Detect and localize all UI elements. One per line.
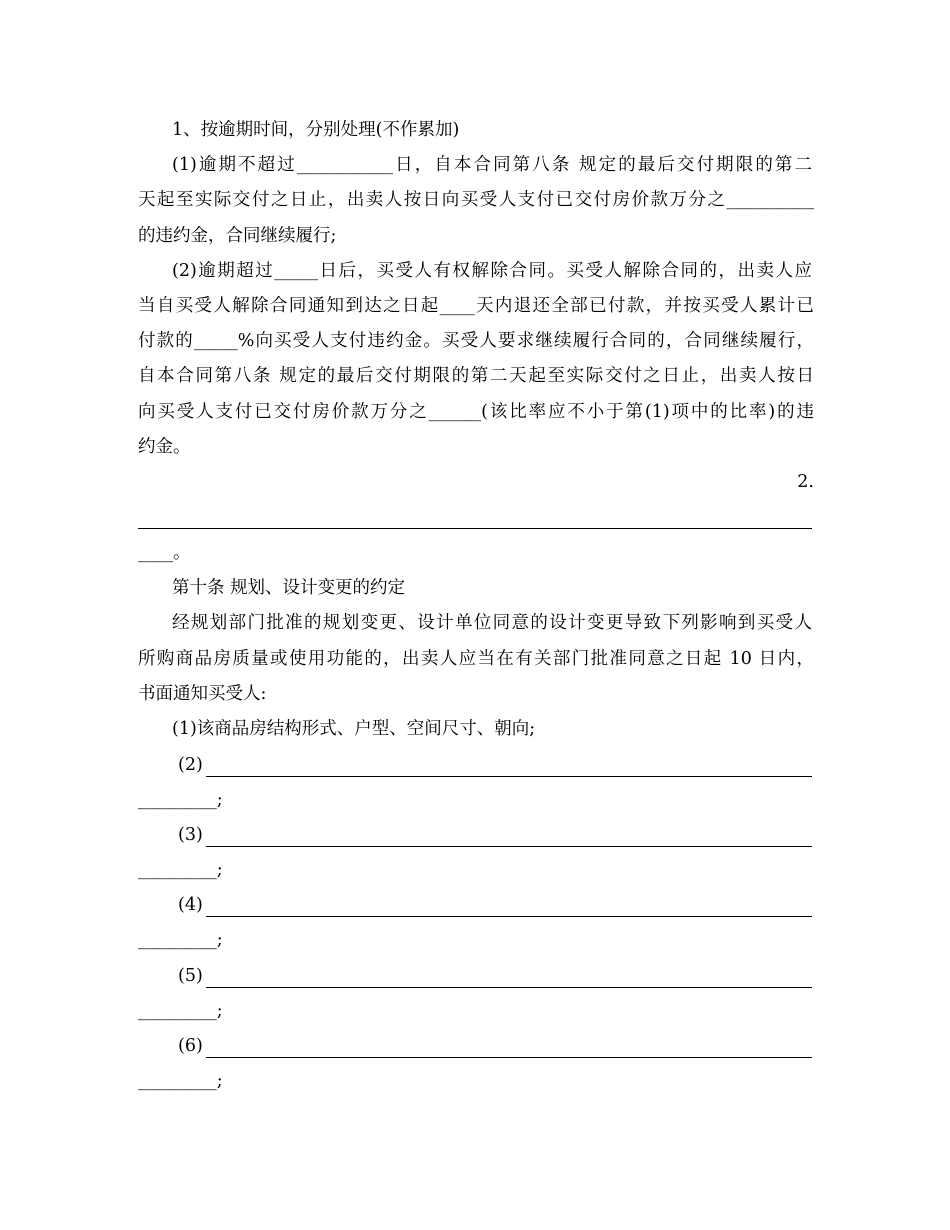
blank-fill-line [206, 916, 812, 917]
paragraph-line: 向买受人支付已交付房价款万分之______(该比率应不小于第(1)项中的比率)的违 [138, 402, 814, 422]
blank-fill-end: _________; [138, 790, 223, 810]
blank-fill-line [206, 846, 812, 847]
paragraph-line: 经规划部门批准的规划变更、设计单位同意的设计变更导致下列影响到买受人 [172, 613, 812, 633]
blank-fill-line [206, 776, 812, 777]
paragraph-line: 约金。 [138, 437, 191, 457]
list-item-number: (3) [178, 825, 203, 845]
paragraph-line: 当自买受人解除合同通知到达之日起____天内退还全部已付款，并按买受人累计已 [138, 296, 814, 316]
paragraph-line: 付款的_____%向买受人支付违约金。买受人要求继续履行合同的，合同继续履行， [138, 331, 814, 351]
paragraph-line: 的违约金，合同继续履行; [138, 226, 337, 246]
paragraph-line: 所购商品房质量或使用功能的，出卖人应当在有关部门批准同意之日起 10 日内， [138, 649, 814, 669]
clause-heading-1: 1、按逾期时间，分别处理(不作累加) [172, 120, 460, 140]
paragraph-line: 自本合同第八条 规定的最后交付期限的第二天起至实际交付之日止，出卖人按日 [138, 366, 814, 386]
list-item-number: (5) [178, 966, 203, 986]
blank-fill-end: ____。 [138, 543, 191, 563]
blank-fill-line [138, 528, 812, 529]
blank-fill-end: _________; [138, 1071, 223, 1091]
paragraph-line: (2)逾期超过_____日后，买受人有权解除合同。买受人解除合同的，出卖人应 [172, 261, 812, 281]
blank-fill-end: _________; [138, 930, 223, 950]
paragraph-line: (1)逾期不超过___________日，自本合同第八条 规定的最后交付期限的第二 [172, 155, 812, 175]
blank-fill-end: _________; [138, 1001, 223, 1021]
blank-fill-end: _________; [138, 860, 223, 880]
clause-number-2: 2. [797, 472, 814, 492]
paragraph-line: 天起至实际交付之日止，出卖人按日向买受人支付已交付房价款万分之__________ [138, 190, 814, 210]
list-item-number: (4) [178, 895, 203, 915]
blank-fill-line [206, 987, 812, 988]
blank-fill-line [206, 1057, 812, 1058]
paragraph-line: 书面通知买受人: [138, 684, 267, 704]
list-item-number: (6) [178, 1036, 203, 1056]
list-item-number: (2) [178, 755, 203, 775]
article-10-heading: 第十条 规划、设计变更的约定 [172, 578, 406, 598]
list-item: (1)该商品房结构形式、户型、空间尺寸、朝向; [172, 719, 536, 739]
